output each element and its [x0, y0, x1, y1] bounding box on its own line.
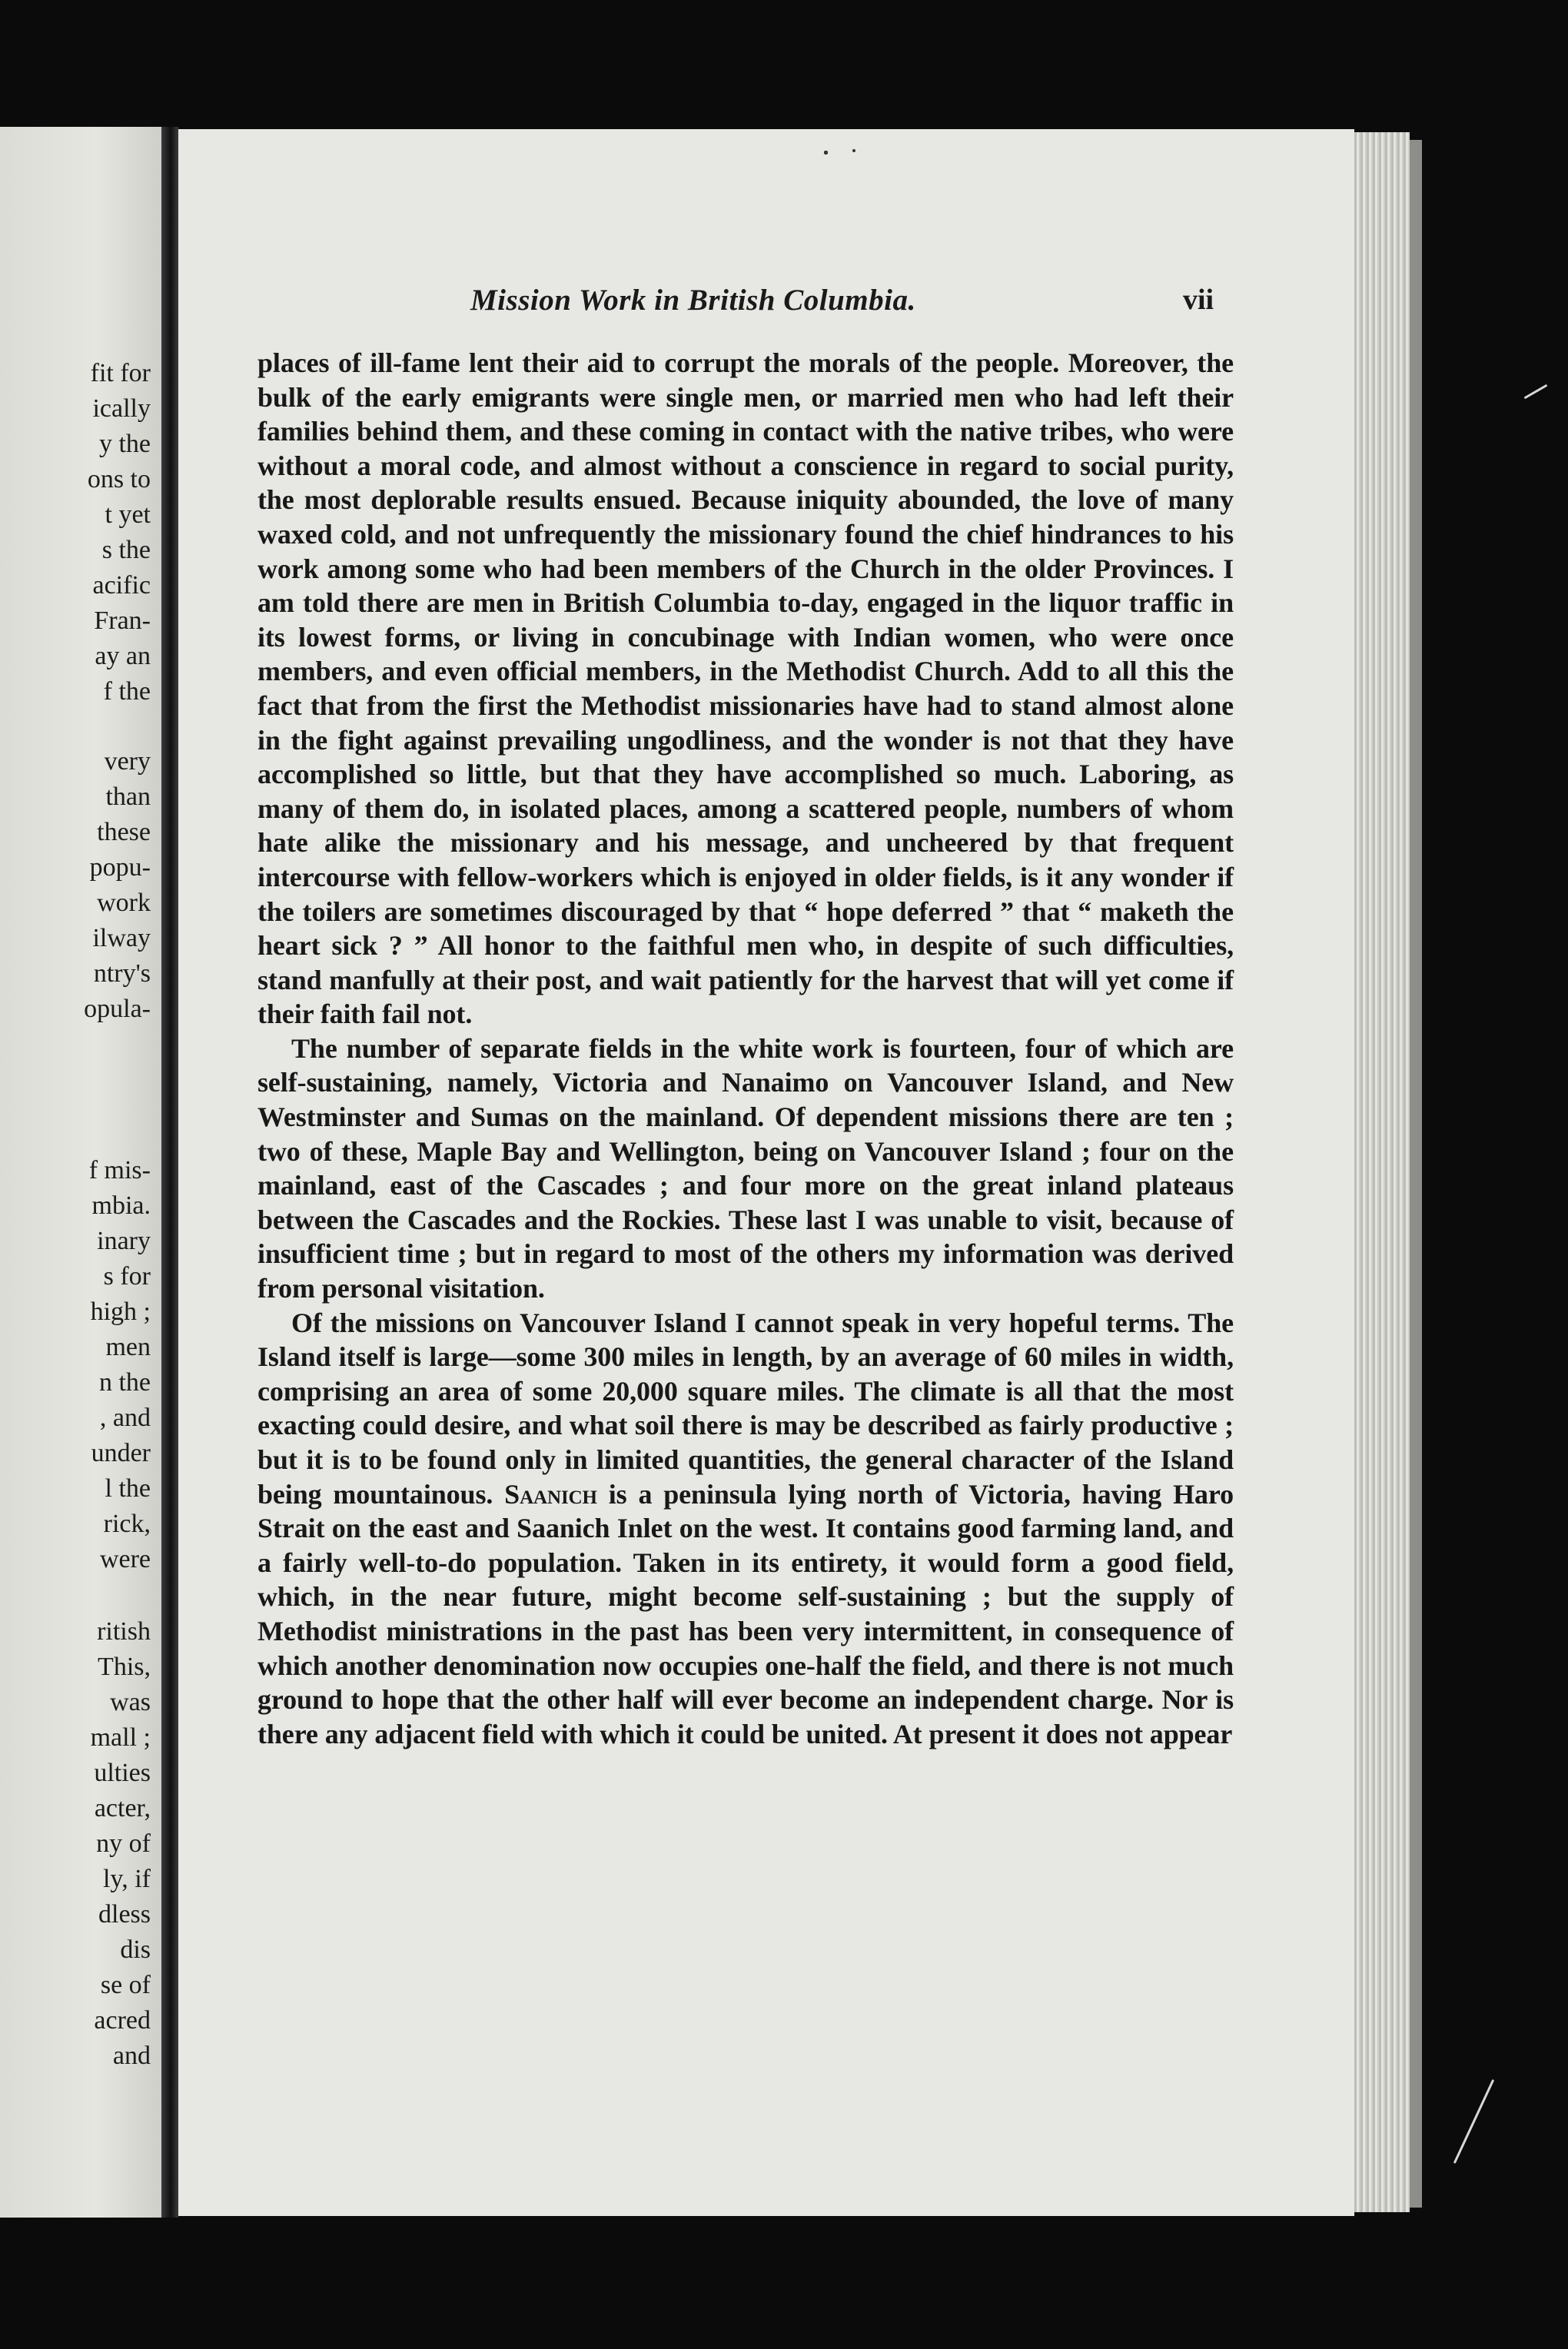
left-page-line: acific: [92, 571, 151, 600]
scan-speck: [1453, 2079, 1494, 2164]
page-number: vii: [1183, 284, 1214, 316]
left-page-line: Fran-: [94, 606, 151, 635]
left-page-fragment: [0, 127, 161, 2218]
left-page-line: work: [97, 889, 151, 917]
left-page-line: mall ;: [90, 1723, 151, 1752]
left-page-line: ay an: [95, 642, 151, 670]
left-page-line: inary: [97, 1227, 151, 1255]
left-page-line: ulties: [94, 1759, 151, 1787]
book-cover-edge: [1410, 140, 1422, 2208]
left-page-line: ny of: [96, 1829, 151, 1858]
body-text: [257, 346, 1234, 1751]
left-page-line: opula-: [84, 995, 151, 1023]
scan-speck: [852, 149, 855, 152]
left-page-line: , and: [99, 1404, 151, 1432]
paragraph-text: Of the missions on Vancouver Island I cannot speak in very hopeful terms. The Island itself is large—some 300 miles in length, by an average of 60 miles in width, comprising an area of some 20,000 square miles. The climate is all that the most exacting could desire, and what soil there is may be described as fairly productive ; but it is to be found only in limited quantities, the general character of the Island being mountainous.: [257, 1307, 1234, 1510]
left-page-line: f the: [103, 677, 151, 706]
left-page-line: acred: [94, 2006, 151, 2035]
scan-speck: [1524, 384, 1548, 400]
left-page-line: f mis-: [88, 1156, 151, 1184]
paragraph: places of ill-fame lent their aid to corrupt the morals of the people. Moreover, the bulk of the early emigrants were single men, or married men who had left their families behind them, and these coming in contact with the native tribes, who were without a moral code, and almost without a conscience in regard to social purity, the most deplorable results ensued. Because iniquity abounded, the love of many waxed cold, and not unfrequently the missionary found the chief hindrances to his work among some who had been members of the Church in the older Provinces. I am told there are men in British Columbia to-day, engaged in the liquor traffic in its lowest forms, or living in concubinage with Indian women, who were once members, and even official members, in the Methodist Church. Add to all this the fact that from the first the Methodist missionaries have had to stand almost alone in the fight against prevailing ungodliness, and the wonder is not that they have accomplished so little, but that they have accomplished so much. Laboring, as many of them do, in isolated places, among a scattered people, numbers of whom hate alike the missionary and his message, and uncheered by that frequent intercourse with fellow-workers which is enjoyed in older fields, is it any wonder if the toilers are sometimes discouraged by that “ hope deferred ” that “ maketh the heart sick ? ” All honor to the faithful men who, in despite of such difficulties, stand manfully at their post, and wait patiently for the harvest that will yet come if their faith fail not.: [257, 347, 1234, 1030]
book-gutter: [161, 127, 178, 2218]
left-page-line: ilway: [92, 924, 151, 952]
paragraph-text: is a peninsula lying north of Victoria, having Haro Strait on the east and Saanich Inlet on the west. It contains good farming land, and a fairly well-to-do population. Taken in its entirety, it would form a good field, which, in the near future, might become self-sustaining ; but the supply of Methodist ministrations in the past has been very intermittent, in consequence of which another denomination now occupies one-half the field, and there is not much ground to hope that the other half will ever become an independent charge. Nor is there any adjacent field with which it could be united. At present it does not appear: [257, 1478, 1234, 1749]
left-page-line: y the: [98, 430, 151, 458]
left-page-line: l the: [105, 1474, 151, 1503]
left-page-line: very: [104, 747, 151, 776]
left-page-line: popu-: [89, 853, 151, 882]
paragraph: [257, 1306, 1234, 1752]
left-page-line: and: [112, 2042, 151, 2070]
left-page-line: men: [105, 1333, 151, 1361]
left-page-line: ntry's: [93, 959, 151, 988]
left-page-line: than: [105, 782, 151, 811]
left-page-line: s for: [103, 1262, 151, 1291]
left-page-line: This,: [98, 1653, 151, 1681]
left-page-line: n the: [98, 1368, 151, 1397]
left-page-line: these: [97, 818, 151, 846]
left-page-line: high ;: [90, 1297, 151, 1326]
left-page-line: was: [110, 1688, 151, 1716]
left-page-line: dis: [120, 1935, 151, 1964]
place-name-small-caps: Saanich: [504, 1478, 597, 1510]
left-page-line: ically: [92, 394, 151, 423]
left-page-line: acter,: [94, 1794, 151, 1822]
page-edges: [1354, 132, 1410, 2212]
left-page-line: se of: [100, 1971, 151, 1999]
running-header: [178, 283, 1354, 321]
left-page-line: s the: [101, 536, 151, 564]
left-page-line: ons to: [87, 465, 151, 493]
left-page-line: mbia.: [91, 1191, 151, 1220]
left-page-line: ly, if: [102, 1865, 151, 1893]
left-page-line: dless: [98, 1900, 151, 1929]
left-page-line: under: [91, 1439, 151, 1467]
left-page-line: were: [99, 1545, 151, 1573]
left-page-line: rick,: [103, 1510, 151, 1538]
left-page-line: fit for: [90, 359, 151, 387]
paragraph: The number of separate fields in the white work is fourteen, four of which are self-sustaining, namely, Victoria and Nanaimo on Vancouver Island, and New Westminster and Sumas on the mainland. Of dependent missions there are ten ; two of these, Maple Bay and Wellington, being on Vancouver Island ; four on the mainland, east of the Cascades ; and four more on the great inland plateaus between the Cascades and the Rockies. These last I was unable to visit, because of insufficient time ; but in regard to most of the others my information was derived from personal visitation.: [257, 1032, 1234, 1304]
running-title: Mission Work in British Columbia.: [470, 284, 916, 317]
left-page-line: ritish: [97, 1617, 151, 1646]
left-page-line: t yet: [105, 500, 151, 529]
scan-speck: [824, 151, 828, 154]
